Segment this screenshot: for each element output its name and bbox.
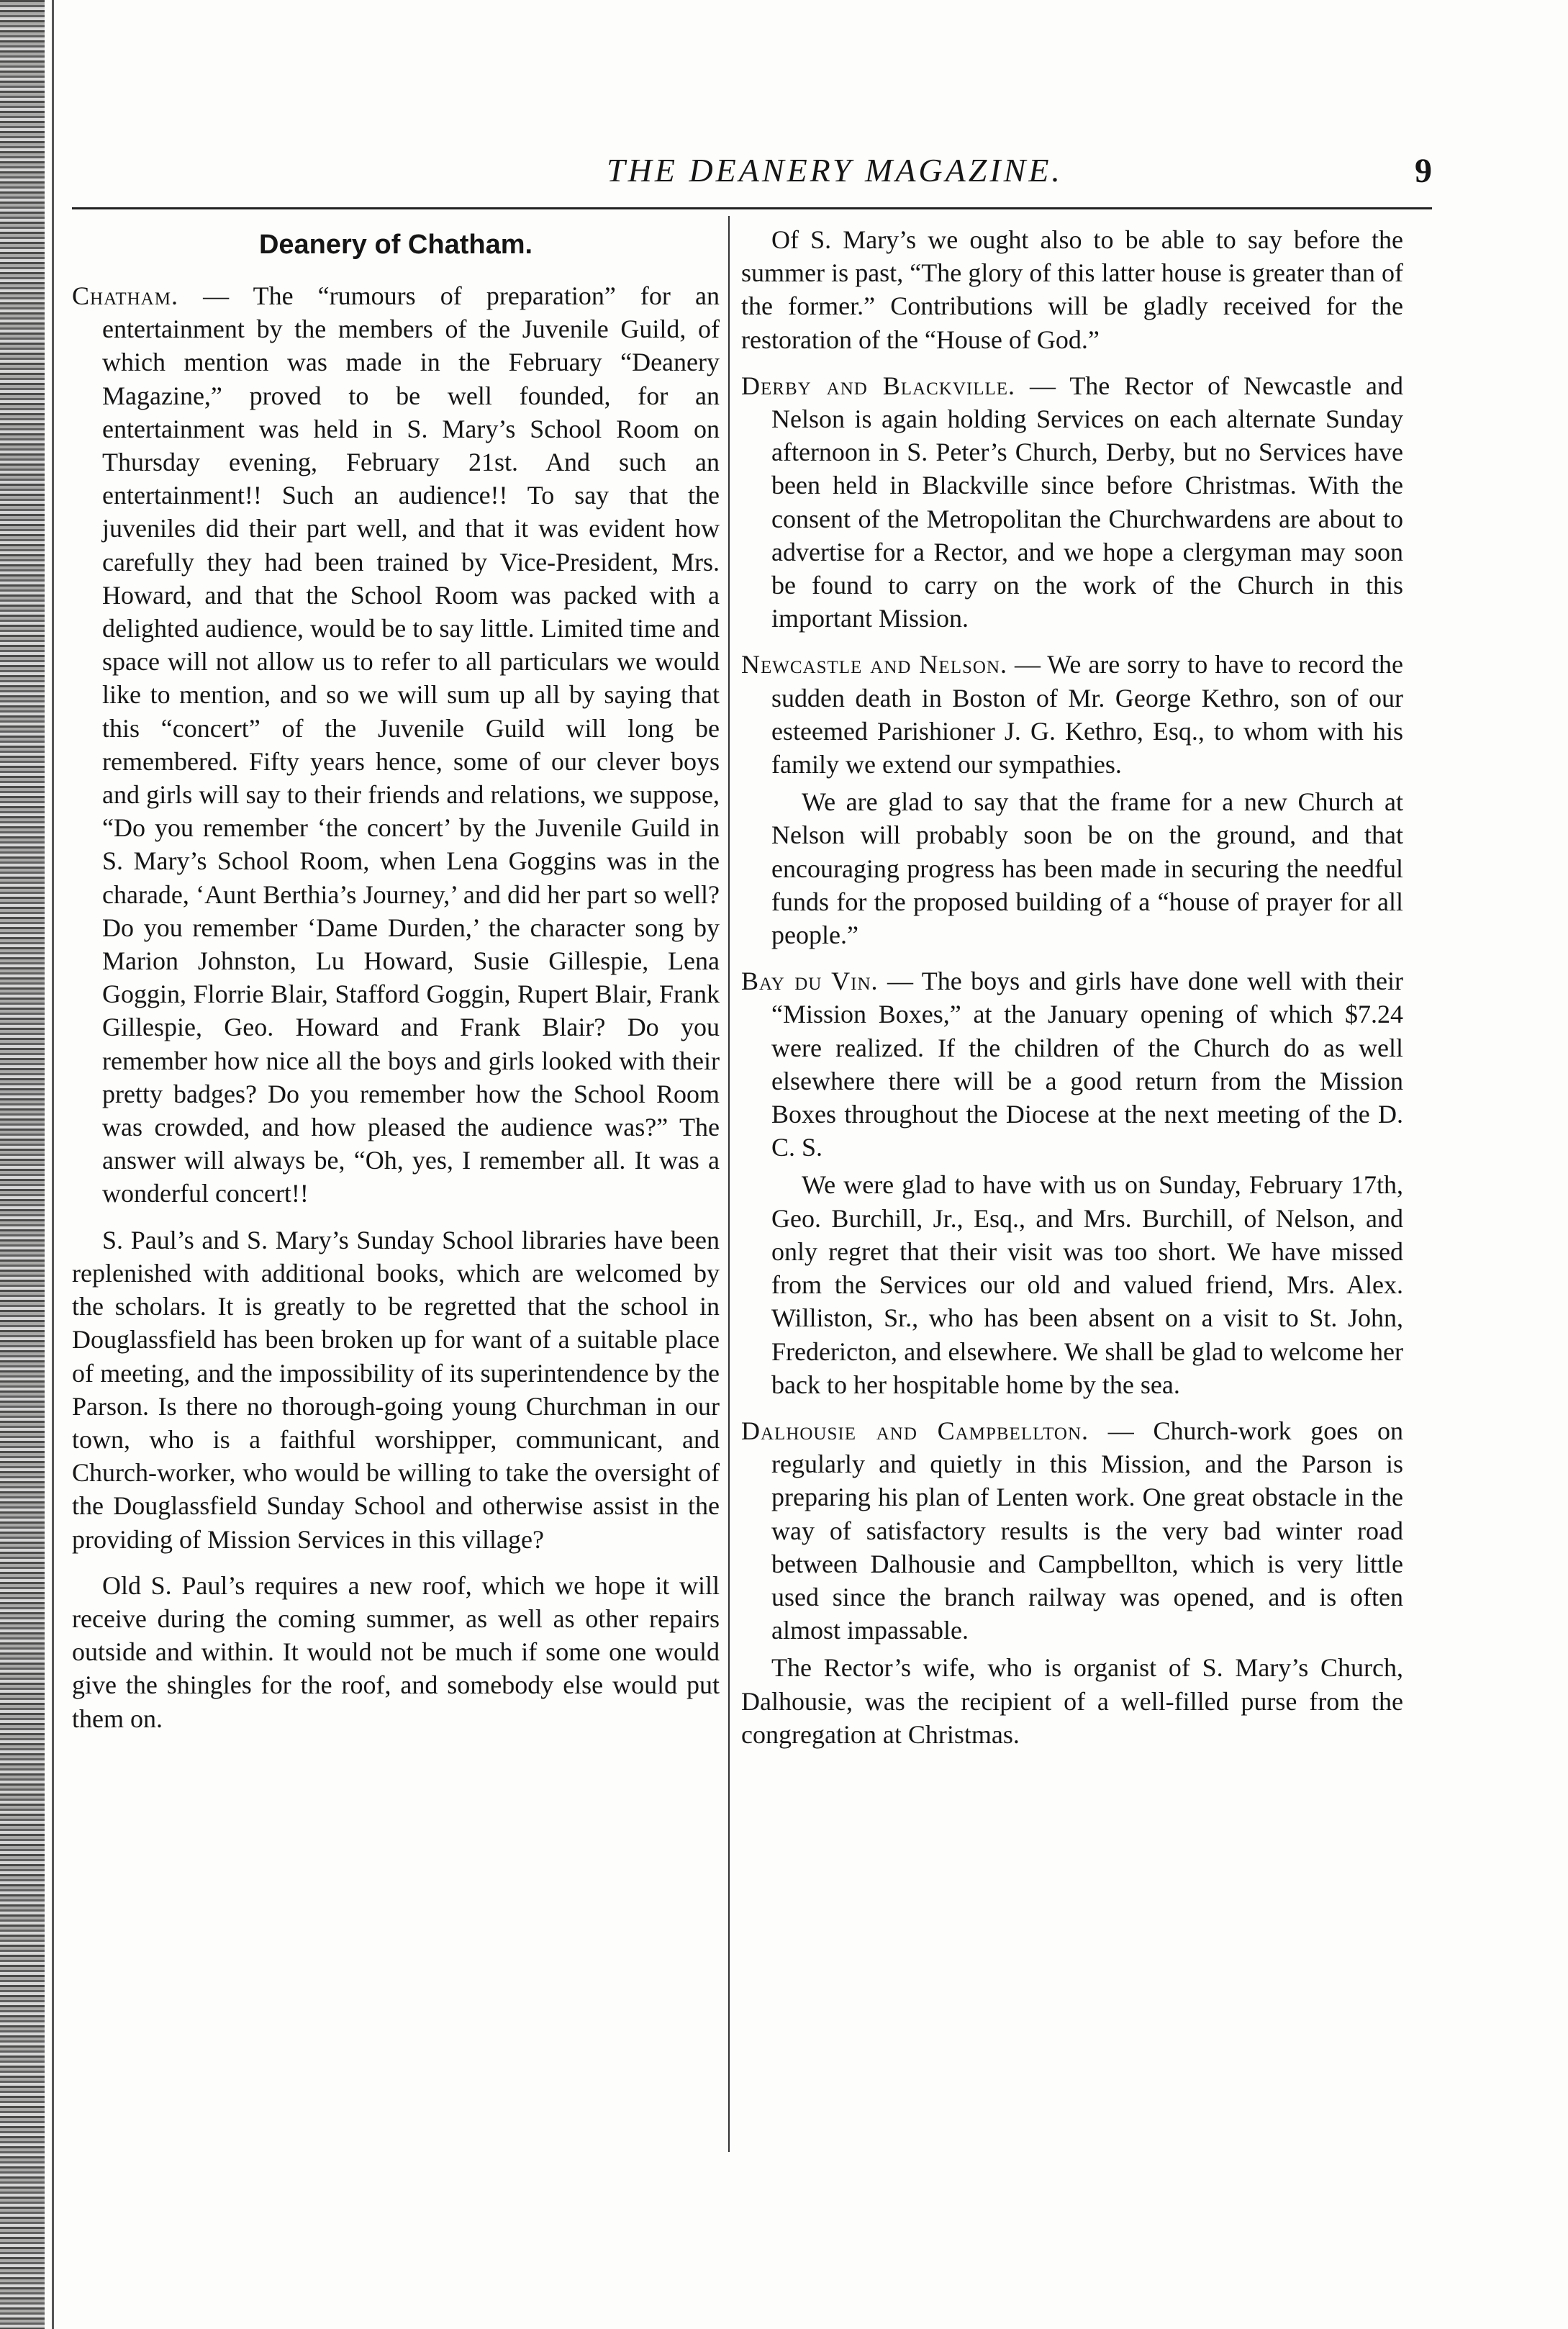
column-divider <box>728 216 730 2152</box>
restoration-paragraph: Of S. Mary’s we ought also to be able to say before the summer is past, “The glory of this latter house is greater than of the former.” Contributions will be gladly received for the restoration of the “House of God.” <box>741 225 1403 354</box>
chatham-text: — The “rumours of preparation” for an entertainment by the members of the Juvenile Guild, of which mention was made in the February “Deanery Magazine,” proved to be well founded, for an entertainment was held in S. Mary’s School Room on Thursday evening, February 21st. And such an entertainment!! Such an audience!! To say that the juveniles did their part well, and that it was evident how carefully they had been trained by Vice-President, Mrs. Howard, and that the School Room was packed with a delighted audience, would be to say little. Limited time and space will not allow us to refer to all particulars we would like to mention, and so we will sum up all by saying that this “concert” of the Juvenile Guild will long be remembered. Fifty years hence, some of our clever boys and girls will say to their friends and relations, we suppose, “Do you remember ‘the concert’ by the Juvenile Guild in S. Mary’s School Room, when Lena Goggins was in the charade, ‘Aunt Berthia’s Journey,’ and did her part so well? Do you remember ‘Dame Durden,’ the character song by Marion Johnston, Lu Howard, Susie Gillespie, Lena Goggin, Florrie Blair, Stafford Goggin, Rupert Blair, Frank Gillespie, Geo. Howard and Frank Blair? Do you remember how nice all the boys and girls looked with their pretty badges? Do you remember how the School Room was crowded, and how pleased the audience was?” The answer will always be, “Oh, yes, I remember all. It was a wonderful concert!! <box>102 281 720 1208</box>
dalhousie-entry <box>741 1414 1403 1647</box>
page-binding-edge <box>0 0 45 2329</box>
place-name-dalhousie: Dalhousie and Campbellton. <box>741 1416 1089 1445</box>
binding-rule <box>52 0 54 2329</box>
bay-du-vin-text: — The boys and girls have done well with their “Mission Boxes,” at the January opening of which $7.24 were realized. If the children of the Church do as well elsewhere there will be a good return from the Mission Boxes throughout the Diocese at the next meeting of the D. C. S. <box>771 967 1403 1162</box>
newcastle-text: — We are sorry to have to record the sudden death in Boston of Mr. George Kethro, son of our esteemed Parishioner J. G. Kethro, Esq., to whom with his family we extend our sympathies. <box>771 650 1404 779</box>
newcastle-entry <box>741 648 1404 781</box>
derby-text: — The Rector of Newcastle and Nelson is again holding Services on each alternate Sunday afternoon in S. Peter’s Church, Derby, but no Services have been held in Blackville since before Christmas. With the consent of the Metropolitan the Churchwardens are about to advertise for a Rector, and we hope a clergyman may soon be found to carry on the work of the Church in this important Mission. <box>771 371 1404 633</box>
left-column <box>72 223 720 1748</box>
derby-entry <box>741 369 1404 636</box>
bay-du-vin-entry <box>741 964 1403 1164</box>
page-header <box>72 151 1432 216</box>
libraries-paragraph: S. Paul’s and S. Mary’s Sunday School libraries have been replenished with additional books, which are welcomed by the scholars. It is greatly to be regretted that the school in Douglassfield has been broken up for want of a suitable place of meeting, and the impossibility of its superintendence by the Parson. Is there no thorough-going young Churchman in our town, who is a faithful worshipper, communicant, and Church-worker, who would be willing to take the oversight of the Douglassfield Sunday School and otherwise assist in the providing of Mission Services in this village? <box>72 1225 720 1554</box>
chatham-entry <box>72 279 720 1211</box>
right-column <box>741 223 1403 1764</box>
place-name-chatham: Chatham. <box>72 281 178 310</box>
place-name-derby: Derby and Blackville. <box>741 371 1016 400</box>
header-rule <box>72 207 1432 209</box>
place-name-bay-du-vin: Bay du Vin. <box>741 967 879 996</box>
place-name-newcastle: Newcastle and Nelson. <box>741 650 1007 679</box>
dalhousie-text: — Church-work goes on regularly and quietly in this Mission, and the Parson is preparing his plan of Lenten work. One great obstacle in the way of satisfactory results is the very bad winter road between Dalhousie and Campbellton, which is very little used since the branch railway was opened, and is often almost impassable. <box>771 1416 1403 1645</box>
roof-paragraph: Old S. Paul’s requires a new roof, which we hope it will receive during the coming summer, as well as other repairs outside and within. It would not be much if some one would give the shingles for the roof, and somebody else would put them on. <box>72 1570 720 1733</box>
page-number: 9 <box>1415 152 1432 190</box>
visit-paragraph: We were glad to have with us on Sunday, February 17th, Geo. Burchill, Jr., Esq., and Mrs. Burchill, of Nelson, and only regret that their visit was too short. We have missed from the Services our old and valued friend, Mrs. Alex. Williston, Sr., who has been absent on a visit to St. John, Fredericton, and elsewhere. We shall be glad to welcome her back to her hospitable home by the sea. <box>771 1170 1403 1399</box>
running-title: THE DEANERY MAGAZINE. <box>607 152 1063 189</box>
section-heading: Deanery of Chatham. <box>258 230 533 260</box>
nelson-church-paragraph: We are glad to say that the frame for a new Church at Nelson will probably soon be on the ground, and that encouraging progress has been made in securing the needful funds for the proposed building of a “house of prayer for all people.” <box>771 787 1403 950</box>
rectors-wife-paragraph: The Rector’s wife, who is organist of S. Mary’s Church, Dalhousie, was the recipient of a well-filled purse from the congregation at Christmas. <box>741 1653 1403 1749</box>
